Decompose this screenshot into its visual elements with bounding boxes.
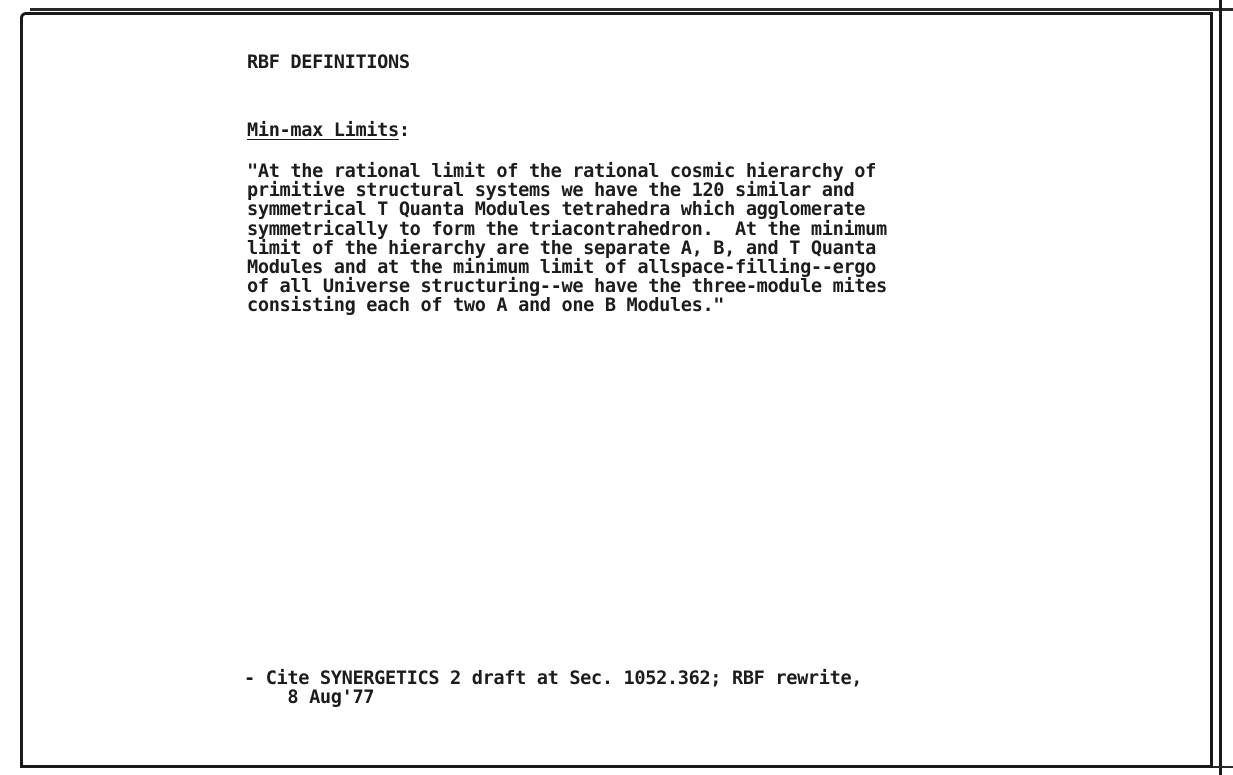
quote-line: primitive structural systems we have the 120 similar and xyxy=(247,180,855,202)
page-title: RBF DEFINITIONS xyxy=(247,52,410,73)
quote-line: of all Universe structuring--we have the three-module mites xyxy=(247,276,887,298)
quote-line: "At the rational limit of the rational cosmic hierarchy of xyxy=(247,161,876,182)
quote-line: limit of the hierarchy are the separate A, B, and T Quanta xyxy=(247,237,876,259)
quote-line: symmetrically to form the triacontrahedron. At the minimum xyxy=(247,218,887,240)
definition-quote xyxy=(247,162,887,316)
quote-line: consisting each of two A and one B Modules." xyxy=(247,295,725,317)
term-heading xyxy=(247,121,410,140)
citation xyxy=(244,669,862,707)
quote-line: Modules and at the minimum limit of allspace-filling--ergo xyxy=(247,257,876,279)
citation-line: 8 Aug'77 xyxy=(244,687,375,709)
card-bottom-edge xyxy=(1213,766,1233,768)
term-label: Min-max Limits xyxy=(247,120,399,141)
quote-line: symmetrical T Quanta Modules tetrahedra which agglomerate xyxy=(247,199,866,221)
citation-line: - Cite SYNERGETICS 2 draft at Sec. 1052.362; RBF rewrite, xyxy=(244,668,863,689)
definition-card xyxy=(20,12,1213,768)
card-top-edge xyxy=(30,8,1233,11)
card-content xyxy=(247,52,1127,317)
term-colon: : xyxy=(398,120,410,141)
card-right-edge xyxy=(1219,0,1222,775)
